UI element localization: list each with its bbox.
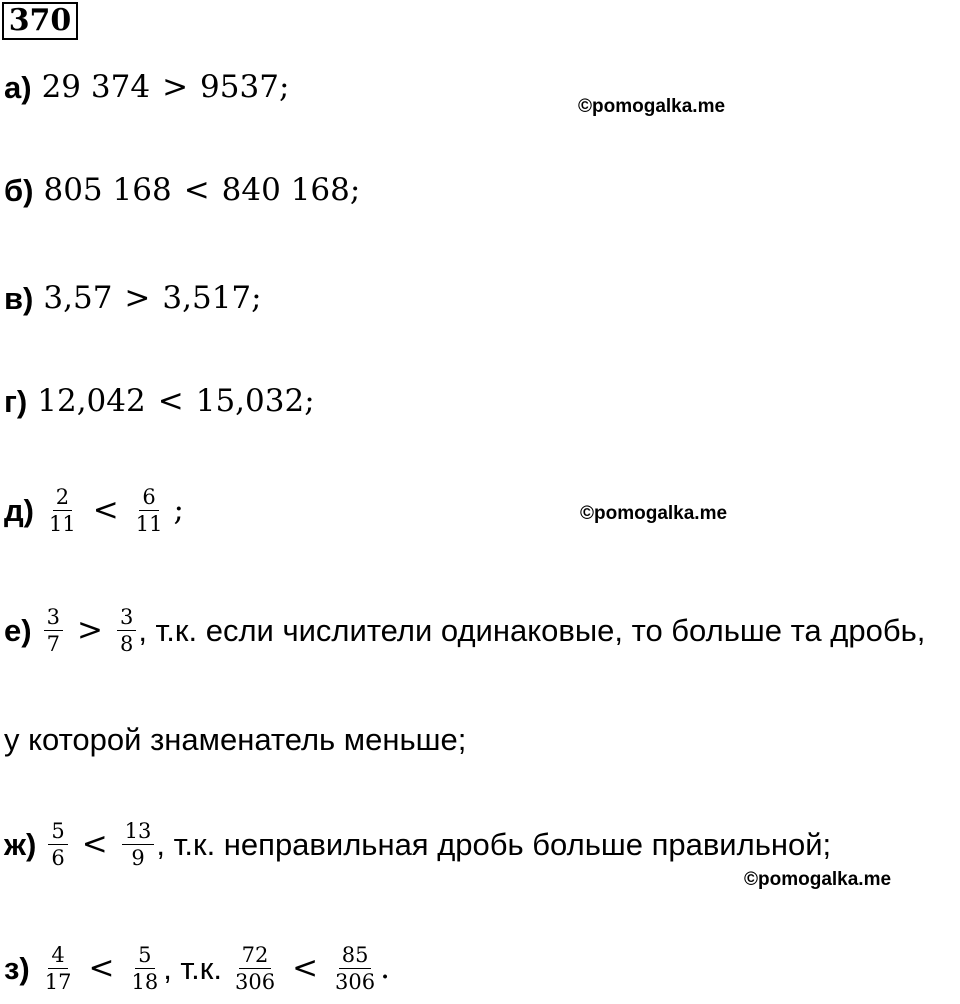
explanation-text: , т.к. [163,951,222,987]
item-g [4,383,315,419]
item-zh [4,820,831,869]
item-z [4,944,390,993]
item-label: в) [4,281,34,316]
item-label: ж) [4,827,37,863]
end-punct: ; [173,492,184,529]
task-number-box [2,2,78,40]
task-number: 370 [8,3,72,38]
numerator: 2 [53,486,72,511]
fraction-compare-left [232,944,278,993]
number-left: 3,57 [43,280,113,316]
number-left: 12,042 [37,383,146,419]
end-punct: . [380,950,390,987]
relation-sign-2: < [292,950,319,987]
numerator: 5 [48,820,67,845]
relation-sign: > [162,69,189,105]
explanation-text: , т.к. неправильная дробь больше правильной; [156,827,832,863]
item-b [4,172,361,208]
relation-sign: < [88,950,115,987]
relation-sign: < [92,492,119,529]
relation-sign: < [157,383,184,419]
number-right: 15,032 [195,383,305,419]
item-label: з) [4,951,30,987]
denominator: 7 [46,632,60,657]
denominator: 9 [131,846,145,871]
fraction-left [46,486,79,535]
watermark-2: ©pomogalka.me [580,503,728,524]
denominator: 306 [234,970,276,995]
denominator: 6 [51,846,65,871]
fraction-right [128,944,161,993]
explanation-text: , т.к. если числители одинаковые, то больше та дробь, [138,613,926,649]
watermark-1: ©pomogalka.me [578,96,726,117]
number-right: 840 168 [221,172,350,208]
item-e-continuation [4,724,466,755]
denominator: 11 [135,512,163,537]
fraction-right [122,820,155,869]
numerator: 72 [239,944,272,969]
numerator: 13 [122,820,155,845]
number-right: 3,517 [162,280,252,316]
item-a [4,69,290,105]
item-label: а) [4,70,32,105]
relation-sign: < [183,172,210,208]
numerator: 6 [139,486,158,511]
explanation-text: у которой знаменатель меньше; [4,722,467,757]
denominator: 17 [44,970,72,995]
end-punct: ; [278,69,290,105]
fraction-right [133,486,166,535]
end-punct: ; [251,280,262,316]
item-label: е) [4,613,32,649]
denominator: 11 [49,512,76,537]
relation-sign: > [76,612,103,649]
item-label: б) [4,173,34,208]
item-d [4,486,184,535]
end-punct: ; [349,172,361,208]
item-label: г) [4,384,28,419]
denominator: 18 [131,970,159,995]
denominator: 8 [119,632,134,657]
fraction-right [117,606,136,655]
fraction-compare-right [332,944,378,993]
item-label: д) [4,493,35,529]
fraction-left [42,944,75,993]
numerator: 5 [135,944,154,969]
numerator: 4 [48,944,67,969]
end-punct: ; [304,383,315,419]
number-right: 9537 [200,69,279,105]
relation-sign: > [124,280,151,316]
item-e [4,606,925,655]
relation-sign: < [81,826,108,863]
watermark-3: ©pomogalka.me [744,869,892,890]
item-v [4,280,262,316]
denominator: 306 [335,970,376,995]
number-left: 805 168 [43,172,172,208]
numerator: 3 [44,606,63,631]
number-left: 29 374 [41,69,151,105]
numerator: 85 [339,944,372,969]
fraction-left [48,820,67,869]
numerator: 3 [117,606,136,631]
fraction-left [44,606,63,655]
